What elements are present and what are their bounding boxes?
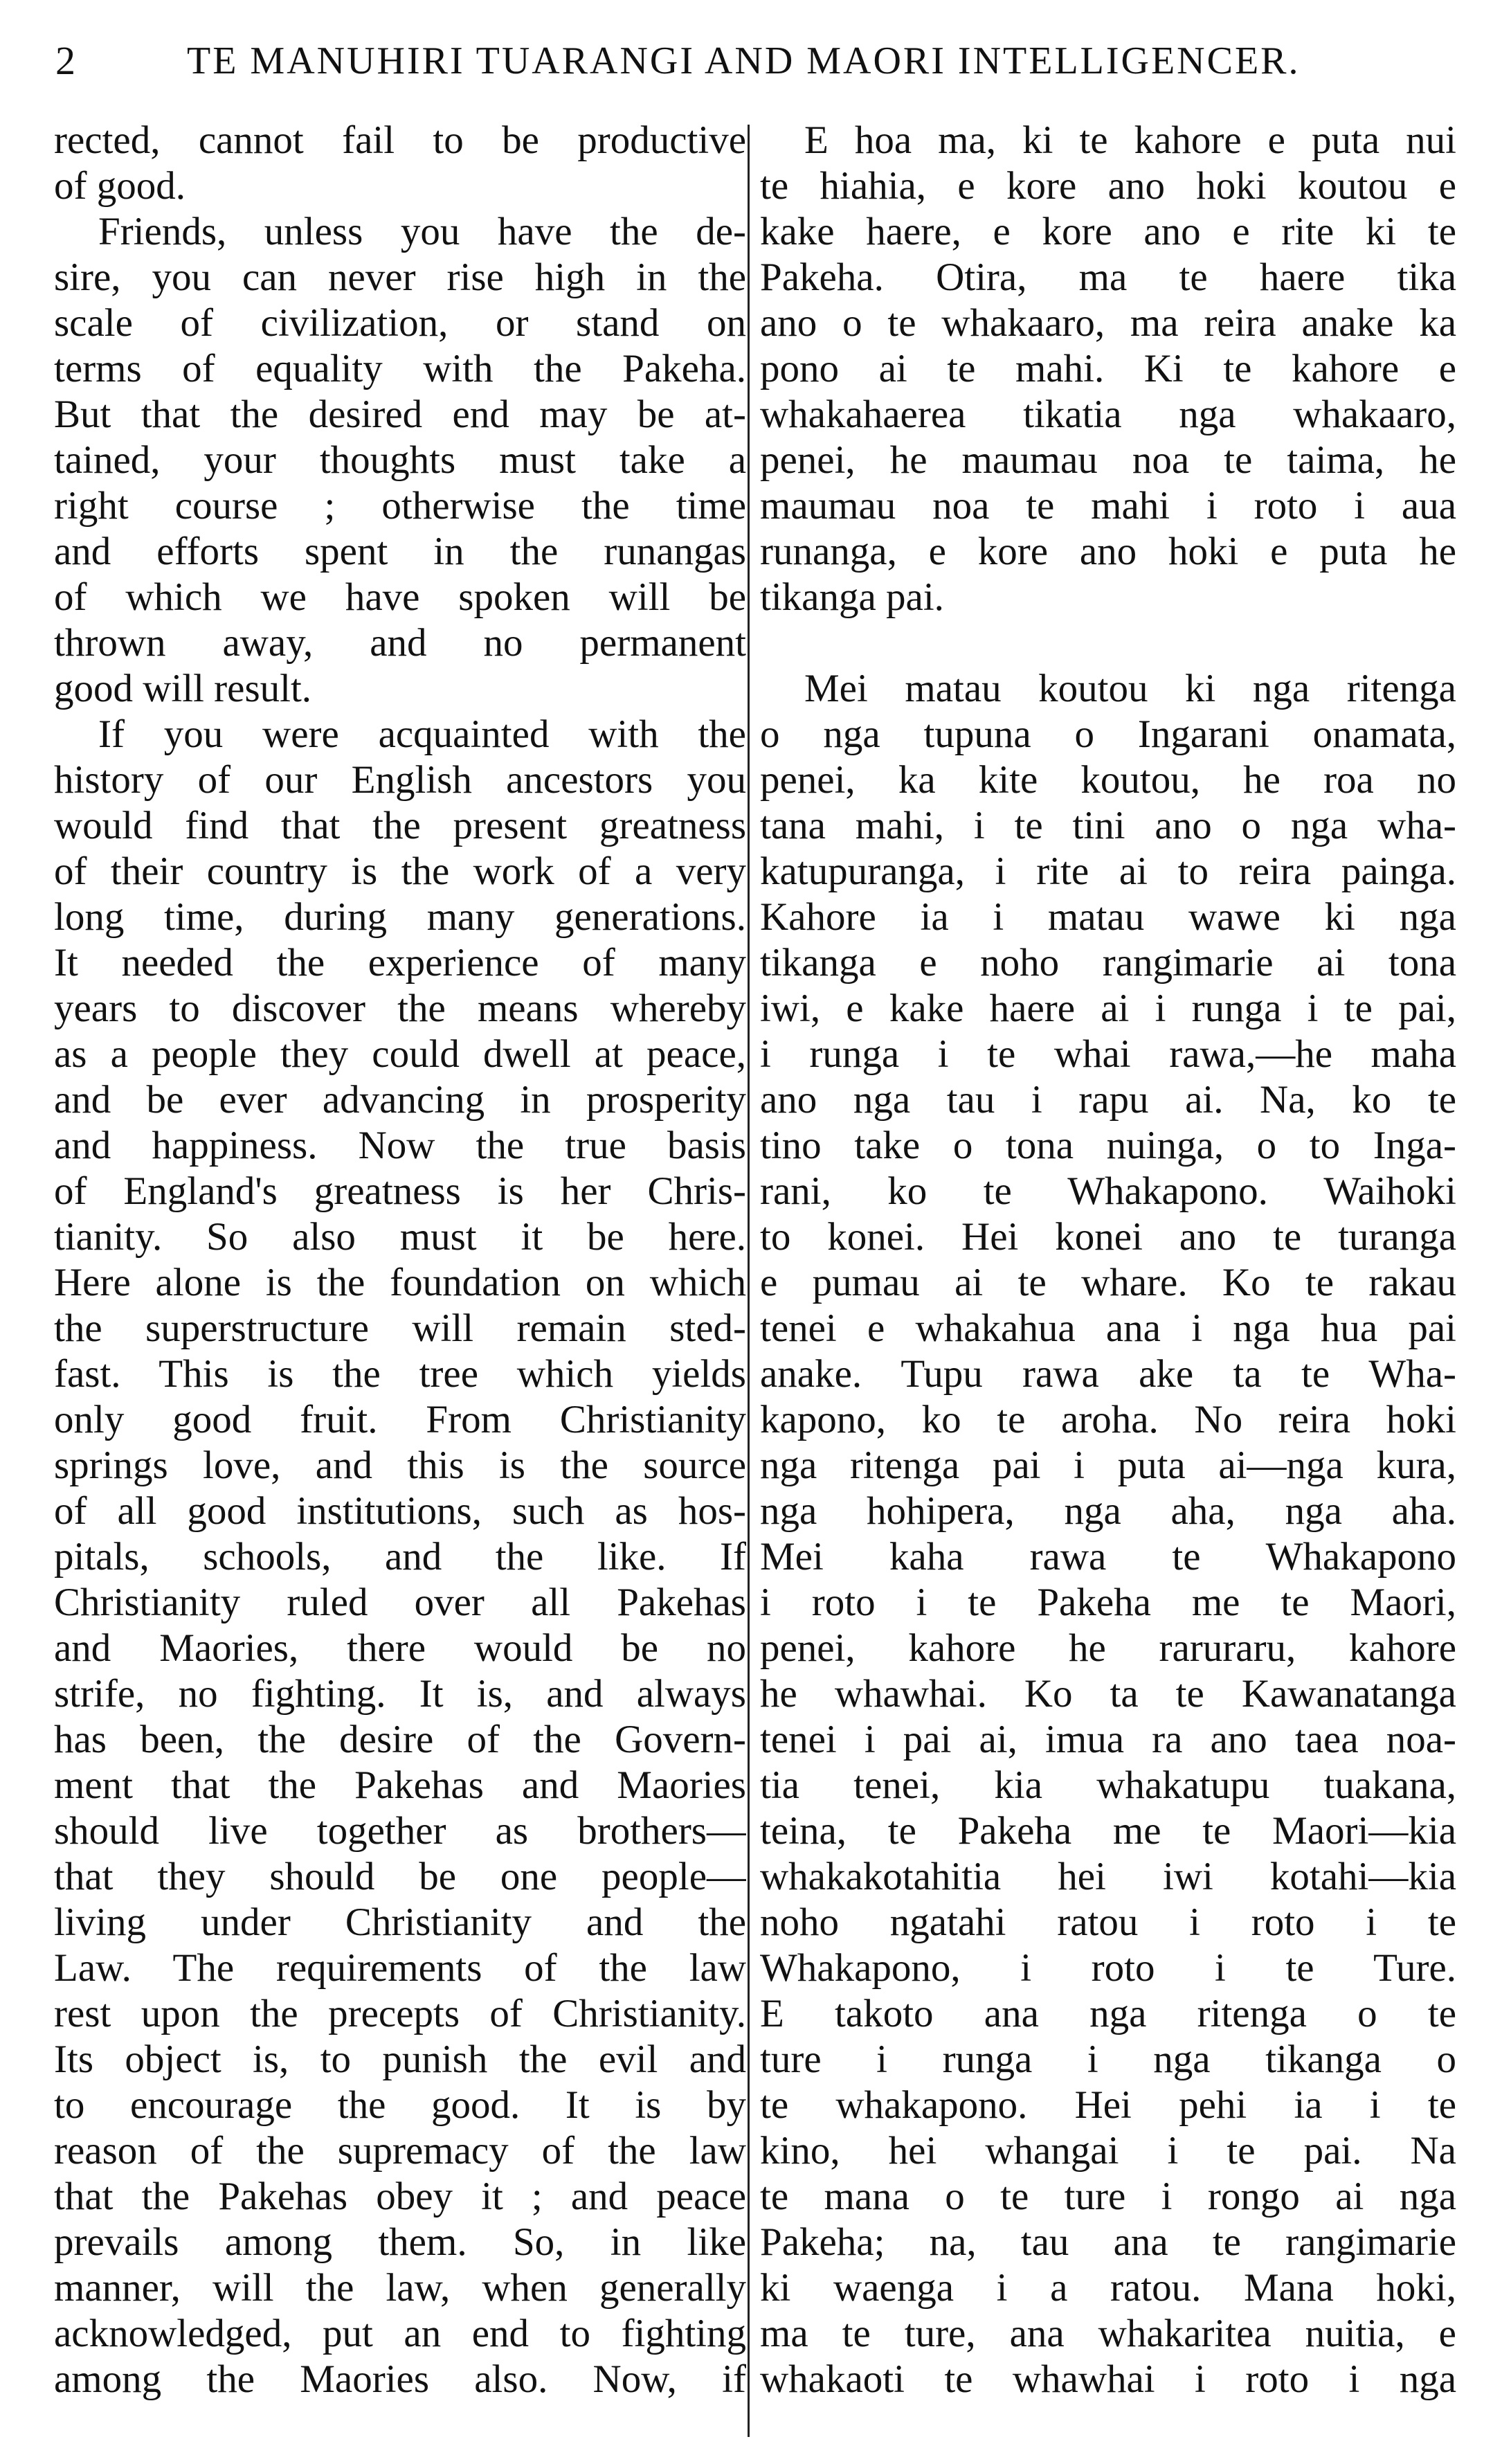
text-line: springs love, and this is the source — [54, 1444, 746, 1487]
text-line: ma te ture, ana whakaritea nuitia, e — [760, 2312, 1456, 2355]
text-line: history of our English ancestors you — [54, 758, 746, 802]
text-line: Mei matau koutou ki nga ritenga — [804, 667, 1456, 710]
text-line: long time, during many generations. — [54, 895, 746, 939]
text-line: Friends, unless you have the de- — [98, 210, 746, 253]
page-number: 2 — [55, 38, 75, 83]
text-line: manner, will the law, when generally — [54, 2266, 746, 2310]
text-line: would find that the present greatness — [54, 804, 746, 847]
text-line: Kahore ia i matau wawe ki nga — [760, 895, 1456, 939]
text-line: penei, ka kite koutou, he roa no — [760, 758, 1456, 802]
text-line: tikanga pai. — [760, 575, 944, 619]
text-line: penei, kahore he raruraru, kahore — [760, 1626, 1456, 1670]
text-line: that they should be one people— — [54, 1855, 746, 1898]
text-line: ki waenga i a ratou. Mana hoki, — [760, 2266, 1456, 2310]
text-line: as a people they could dwell at peace, — [54, 1032, 746, 1076]
text-line: whakaoti te whawhai i roto i nga — [760, 2357, 1456, 2401]
text-line: tino take o tona nuinga, o to Inga- — [760, 1124, 1456, 1167]
text-line: But that the desired end may be at- — [54, 393, 746, 436]
text-line: good will result. — [54, 667, 312, 710]
text-line: whakakotahitia hei iwi kotahi—kia — [760, 1855, 1456, 1898]
text-line: among the Maories also. Now, if — [54, 2357, 746, 2401]
text-line: sire, you can never rise high in the — [54, 255, 746, 299]
text-line: kino, hei whangai i te pai. Na — [760, 2129, 1456, 2173]
text-line: teina, te Pakeha me te Maori—kia — [760, 1809, 1456, 1853]
text-line: and happiness. Now the true basis — [54, 1124, 746, 1167]
text-line: anake. Tupu rawa ake ta te Wha- — [760, 1352, 1456, 1396]
text-line: te whakapono. Hei pehi ia i te — [760, 2083, 1456, 2127]
text-line: ture i runga i nga tikanga o — [760, 2038, 1456, 2081]
text-line: te mana o te ture i rongo ai nga — [760, 2175, 1456, 2218]
text-line: ment that the Pakehas and Maories — [54, 1763, 746, 1807]
column-divider — [748, 125, 750, 2437]
text-line: rected, cannot fail to be productive — [54, 118, 746, 162]
english-column — [54, 118, 746, 2402]
text-line: acknowledged, put an end to fighting — [54, 2312, 746, 2355]
text-line: tained, your thoughts must take a — [54, 438, 746, 482]
text-line: rest upon the precepts of Christianity. — [54, 1992, 746, 2035]
text-line: he whawhai. Ko ta te Kawanatanga — [760, 1672, 1456, 1716]
text-line: tia tenei, kia whakatupu tuakana, — [760, 1763, 1456, 1807]
text-line: of which we have spoken will be — [54, 575, 746, 619]
text-line: rani, ko te Whakapono. Waihoki — [760, 1169, 1456, 1213]
text-line: Christianity ruled over all Pakehas — [54, 1581, 746, 1624]
text-line: fast. This is the tree which yields — [54, 1352, 746, 1396]
text-line: Its object is, to punish the evil and — [54, 2038, 746, 2081]
text-line: Here alone is the foundation on which — [54, 1261, 746, 1304]
text-line: If you were acquainted with the — [98, 712, 746, 756]
text-line: strife, no fighting. It is, and always — [54, 1672, 746, 1716]
text-line: only good fruit. From Christianity — [54, 1398, 746, 1441]
text-line: living under Christianity and the — [54, 1900, 746, 1944]
text-line: i roto i te Pakeha me te Maori, — [760, 1581, 1456, 1624]
text-line: e pumau ai te whare. Ko te rakau — [760, 1261, 1456, 1304]
text-line: and Maories, there would be no — [54, 1626, 746, 1670]
text-line: noho ngatahi ratou i roto i te — [760, 1900, 1456, 1944]
text-line: penei, he maumau noa te taima, he — [760, 438, 1456, 482]
text-line: o nga tupuna o Ingarani onamata, — [760, 712, 1456, 756]
text-line: E hoa ma, ki te kahore e puta nui — [804, 118, 1456, 162]
text-line: runanga, e kore ano hoki e puta he — [760, 530, 1456, 573]
text-line: has been, the desire of the Govern- — [54, 1718, 746, 1761]
running-title: TE MANUHIRI TUARANGI AND MAORI INTELLIGENCER. — [187, 39, 1301, 82]
text-line: and efforts spent in the runangas — [54, 530, 746, 573]
text-line: It needed the experience of many — [54, 941, 746, 984]
text-line: tenei i pai ai, imua ra ano taea noa- — [760, 1718, 1456, 1761]
text-line: maumau noa te mahi i roto i aua — [760, 484, 1456, 528]
text-line: Pakeha; na, tau ana te rangimarie — [760, 2220, 1456, 2264]
text-line: kake haere, e kore ano e rite ki te — [760, 210, 1456, 253]
text-line: te hiahia, e kore ano hoki koutou e — [760, 164, 1456, 208]
maori-column — [760, 118, 1456, 2402]
text-line: reason of the supremacy of the law — [54, 2129, 746, 2173]
text-line: should live together as brothers— — [54, 1809, 746, 1853]
text-line: iwi, e kake haere ai i runga i te pai, — [760, 987, 1456, 1030]
text-line: Whakapono, i roto i te Ture. — [760, 1946, 1456, 1990]
text-line: nga hohipera, nga aha, nga aha. — [760, 1489, 1456, 1533]
text-line: tianity. So also must it be here. — [54, 1215, 746, 1259]
paragraph-gap — [760, 620, 1456, 666]
text-line: of good. — [54, 164, 186, 208]
text-line: to encourage the good. It is by — [54, 2083, 746, 2127]
text-line: prevails among them. So, in like — [54, 2220, 746, 2264]
text-line: thrown away, and no permanent — [54, 621, 746, 665]
text-line: the superstructure will remain sted- — [54, 1306, 746, 1350]
text-line: tikanga e noho rangimarie ai tona — [760, 941, 1456, 984]
text-line: Law. The requirements of the law — [54, 1946, 746, 1990]
text-line: whakahaerea tikatia nga whakaaro, — [760, 393, 1456, 436]
text-line: ano nga tau i rapu ai. Na, ko te — [760, 1078, 1456, 1122]
text-line: tana mahi, i te tini ano o nga wha- — [760, 804, 1456, 847]
text-line: of their country is the work of a very — [54, 849, 746, 893]
text-line: terms of equality with the Pakeha. — [54, 347, 746, 390]
text-line: right course ; otherwise the time — [54, 484, 746, 528]
text-line: of England's greatness is her Chris- — [54, 1169, 746, 1213]
text-line: scale of civilization, or stand on — [54, 301, 746, 345]
text-line: pitals, schools, and the like. If — [54, 1535, 746, 1579]
text-line: to konei. Hei konei ano te turanga — [760, 1215, 1456, 1259]
text-line: Mei kaha rawa te Whakapono — [760, 1535, 1456, 1579]
text-line: years to discover the means whereby — [54, 987, 746, 1030]
text-line: i runga i te whai rawa,—he maha — [760, 1032, 1456, 1076]
text-line: pono ai te mahi. Ki te kahore e — [760, 347, 1456, 390]
text-line: kapono, ko te aroha. No reira hoki — [760, 1398, 1456, 1441]
text-line: and be ever advancing in prosperity — [54, 1078, 746, 1122]
page-header — [55, 33, 1454, 89]
text-line: tenei e whakahua ana i nga hua pai — [760, 1306, 1456, 1350]
text-line: Pakeha. Otira, ma te haere tika — [760, 255, 1456, 299]
text-line: that the Pakehas obey it ; and peace — [54, 2175, 746, 2218]
text-line: of all good institutions, such as hos- — [54, 1489, 746, 1533]
text-line: ano o te whakaaro, ma reira anake ka — [760, 301, 1456, 345]
text-line: nga ritenga pai i puta ai—nga kura, — [760, 1444, 1456, 1487]
text-line: E takoto ana nga ritenga o te — [760, 1992, 1456, 2035]
text-line: katupuranga, i rite ai to reira painga. — [760, 849, 1456, 893]
